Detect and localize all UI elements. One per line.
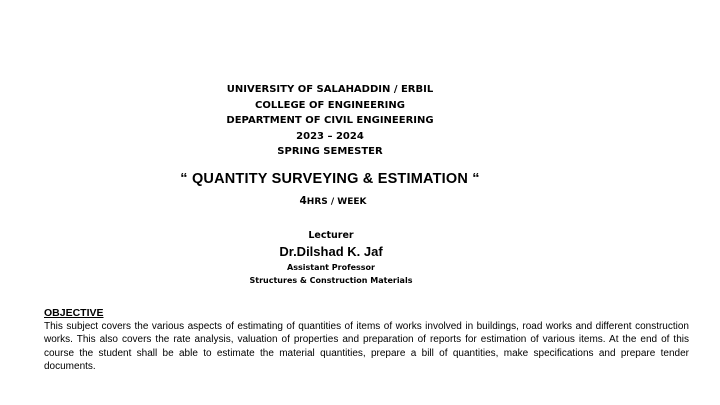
- lecturer-name: Dr.Dilshad K. Jaf: [279, 244, 383, 259]
- hours-text: HRS / WEEK: [306, 197, 367, 207]
- objective-heading: OBJECTIVE: [44, 307, 104, 319]
- college-name: COLLEGE OF ENGINEERING: [255, 99, 405, 111]
- university-name: UNIVERSITY OF SALAHADDIN / ERBIL: [226, 84, 434, 95]
- institution-header: [0, 82, 660, 160]
- course-title: “ QUANTITY SURVEYING & ESTIMATION “: [180, 171, 480, 187]
- academic-year: 2023 – 2024: [296, 130, 364, 142]
- department-name: DEPARTMENT OF CIVIL ENGINEERING: [226, 115, 434, 126]
- course-hours: [0, 195, 666, 207]
- objective-body: This subject covers the various aspects of estimating of quantities of items of works involved in buildings, road works and different construction works. This also covers the rate analysis, valuation of properties and preparation of reports for estimation of various items. At the end of this course the student shall be able to estimate the material quantities, prepare a bill of quantities, make specifications and prepare tender documents.: [44, 321, 689, 372]
- lecturer-label: Lecturer: [308, 230, 354, 241]
- lecturer-specialization: Structures & Construction Materials: [249, 276, 413, 285]
- lecturer-rank: Assistant Professor: [287, 263, 375, 272]
- objective-section: [44, 307, 689, 373]
- semester: SPRING SEMESTER: [277, 146, 383, 157]
- hours-number: 4: [299, 195, 307, 207]
- lecturer-block: [0, 230, 662, 287]
